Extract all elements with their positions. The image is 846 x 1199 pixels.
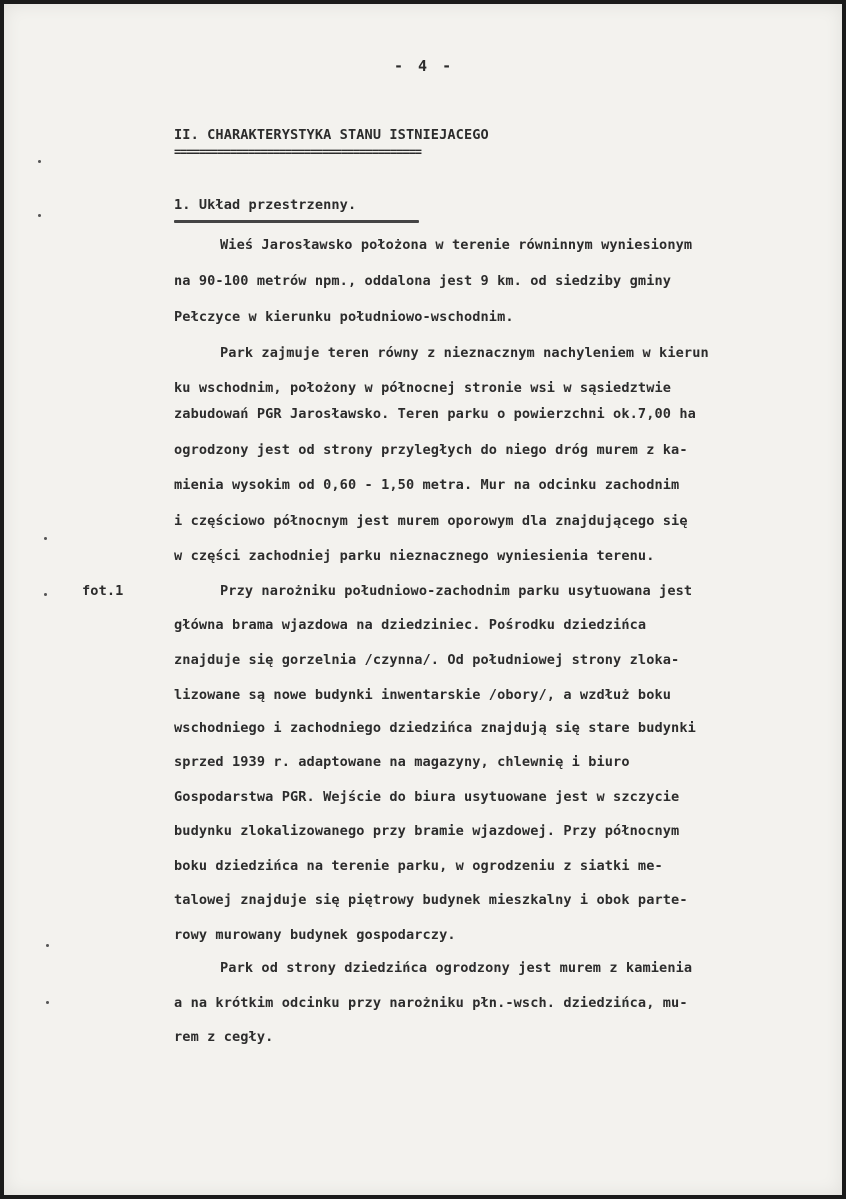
body-line: ogrodzony jest od strony przyległych do niego dróg murem z ka- <box>174 442 688 458</box>
body-line: na 90-100 metrów npm., oddalona jest 9 km. od siedziby gminy <box>174 273 672 289</box>
body-line: znajduje się gorzelnia /czynna/. Od południowej strony zloka- <box>174 652 680 668</box>
body-line: mienia wysokim od 0,60 - 1,50 metra. Mur na odcinku zachodnim <box>174 477 680 493</box>
body-line: Park od strony dziedzińca ogrodzony jest murem z kamienia <box>220 960 693 976</box>
body-line: talowej znajduje się piętrowy budynek mieszkalny i obok parte- <box>174 892 688 908</box>
body-line: rem z cegły. <box>174 1029 274 1045</box>
margin-note: fot.1 <box>82 583 124 599</box>
margin-speck <box>38 160 41 163</box>
margin-speck <box>38 214 41 217</box>
body-line: w części zachodniej parku nieznacznego wyniesienia terenu. <box>174 548 655 564</box>
body-line: Park zajmuje teren równy z nieznacznym nachyleniem w kierun <box>220 345 709 361</box>
body-line: boku dziedzińca na terenie parku, w ogrodzeniu z siatki me- <box>174 858 663 874</box>
section-title-underline: ======================================== <box>174 145 421 159</box>
page-number: - 4 - <box>394 57 455 75</box>
body-line: Gospodarstwa PGR. Wejście do biura usytuowane jest w szczycie <box>174 789 680 805</box>
body-line: zabudowań PGR Jarosławsko. Teren parku o powierzchni ok.7,00 ha <box>174 406 696 422</box>
document-page <box>4 4 842 1195</box>
body-line: Wieś Jarosławsko położona w terenie równinnym wyniesionym <box>220 237 693 253</box>
body-line: sprzed 1939 r. adaptowane na magazyny, chlewnię i biuro <box>174 754 630 770</box>
margin-speck <box>46 944 49 947</box>
subsection-title: 1. Układ przestrzenny. <box>174 197 357 213</box>
section-title: II. CHARAKTERYSTYKA STANU ISTNIEJACEGO <box>174 127 489 143</box>
body-line: Pełczyce w kierunku południowo-wschodnim. <box>174 309 514 325</box>
margin-speck <box>46 1001 49 1004</box>
body-line: wschodniego i zachodniego dziedzińca znajdują się stare budynki <box>174 720 696 736</box>
subsection-underline <box>174 220 419 223</box>
body-line: główna brama wjazdowa na dziedziniec. Pośrodku dziedzińca <box>174 617 647 633</box>
margin-speck <box>44 593 47 596</box>
body-line: lizowane są nowe budynki inwentarskie /obory/, a wzdłuż boku <box>174 687 672 703</box>
body-line: budynku zlokalizowanego przy bramie wjazdowej. Przy północnym <box>174 823 680 839</box>
body-line: rowy murowany budynek gospodarczy. <box>174 927 456 943</box>
body-line: Przy narożniku południowo-zachodnim parku usytuowana jest <box>220 583 693 599</box>
body-line: ku wschodnim, położony w północnej stronie wsi w sąsiedztwie <box>174 380 672 396</box>
body-line: a na krótkim odcinku przy narożniku płn.-wsch. dziedzińca, mu- <box>174 995 688 1011</box>
body-line: i częściowo północnym jest murem oporowym dla znajdującego się <box>174 513 688 529</box>
margin-speck <box>44 537 47 540</box>
